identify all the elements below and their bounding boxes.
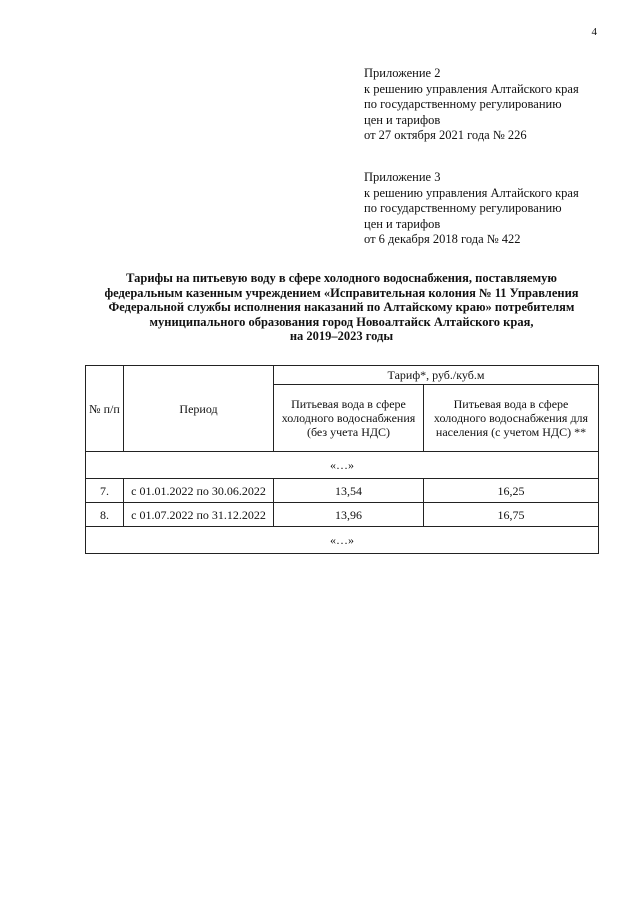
title-line: Федеральной службы исполнения наказаний по Алтайскому краю» потребителям xyxy=(108,300,575,314)
title-line: на 2019–2023 годы xyxy=(289,329,394,343)
title-line: Тарифы на питьевую воду в сфере холодного водоснабжения, поставляемую xyxy=(126,271,557,285)
table-header-row xyxy=(86,366,599,385)
cell-num: 7. xyxy=(86,479,124,503)
appendix-3-line: к решению управления Алтайского края xyxy=(364,185,579,200)
cell-tariff-with-vat: 16,75 xyxy=(424,503,599,527)
appendix-2-block xyxy=(364,66,624,144)
ellipsis-cell: «…» xyxy=(86,527,599,554)
ellipsis-cell: «…» xyxy=(86,452,599,479)
title-line: муниципального образования город Новоалтайск Алтайского края, xyxy=(149,314,534,329)
header-tariff-group: Тариф*, руб./куб.м xyxy=(274,366,599,385)
cell-tariff-with-vat: 16,25 xyxy=(424,479,599,503)
cell-tariff-no-vat: 13,54 xyxy=(274,479,424,503)
appendix-3-block xyxy=(364,170,624,248)
cell-period: с 01.01.2022 по 30.06.2022 xyxy=(124,479,274,503)
appendix-2-line: к решению управления Алтайского края xyxy=(364,81,579,96)
document-title xyxy=(84,271,599,344)
cell-period: с 01.07.2022 по 31.12.2022 xyxy=(124,503,274,527)
table-row-ellipsis xyxy=(86,527,599,554)
appendix-2-line: по государственному регулированию xyxy=(364,97,562,111)
cell-num: 8. xyxy=(86,503,124,527)
appendix-3-line: по государственному регулированию xyxy=(364,201,562,215)
title-line: федеральным казенным учреждением «Исправительная колония № 11 Управления xyxy=(104,285,579,300)
tariff-table xyxy=(85,365,599,554)
appendix-2-line: Приложение 2 xyxy=(364,66,441,80)
header-tariff-with-vat: Питьевая вода в сфере холодного водоснабжения для населения (с учетом НДС) ** xyxy=(424,385,599,452)
header-num: № п/п xyxy=(86,366,124,452)
appendix-3-line: Приложение 3 xyxy=(364,170,441,184)
table-row xyxy=(86,479,599,503)
appendix-2-line: от 27 октября 2021 года № 226 xyxy=(364,128,527,142)
header-tariff-no-vat: Питьевая вода в сфере холодного водоснабжения (без учета НДС) xyxy=(274,385,424,452)
page-number: 4 xyxy=(591,26,597,38)
header-period: Период xyxy=(124,366,274,452)
table-row-ellipsis xyxy=(86,452,599,479)
appendix-3-line: от 6 декабря 2018 года № 422 xyxy=(364,232,521,246)
table-row xyxy=(86,503,599,527)
cell-tariff-no-vat: 13,96 xyxy=(274,503,424,527)
appendix-2-line: цен и тарифов xyxy=(364,112,441,127)
appendix-3-line: цен и тарифов xyxy=(364,216,441,231)
